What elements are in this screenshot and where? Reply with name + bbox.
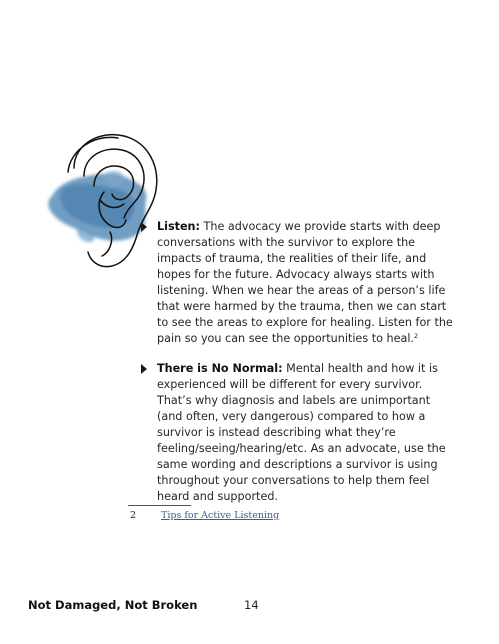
footnote-link[interactable]: Tips for Active Listening — [161, 510, 280, 521]
footer-title: Not Damaged, Not Broken — [28, 598, 198, 612]
bullet-arrow-icon — [141, 364, 147, 374]
footnote-ref[interactable]: 2 — [414, 332, 419, 340]
bullet-no-normal — [141, 361, 455, 505]
footnote-number: 2 — [130, 510, 137, 521]
page-number: 14 — [244, 598, 259, 612]
bullet-lead: Listen: — [157, 220, 200, 233]
bullet-text — [157, 219, 455, 347]
bullet-text — [157, 361, 455, 505]
bullet-lead: There is No Normal: — [157, 362, 283, 375]
bullet-body: The advocacy we provide starts with deep conversations with the survivor to explore the impacts of trauma, the realities of their life, and hopes for the future. Advocacy always starts with listening. When we hear the areas of a person’s life that were harmed by the trauma, then we can start to see the areas to explore for healing. Listen for the pain so you can see the opportunities to heal. — [157, 220, 453, 345]
bullet-arrow-icon — [141, 222, 147, 232]
footnote-divider — [128, 505, 191, 506]
bullet-body: Mental health and how it is experienced will be different for every survivor. That’s why diagnosis and labels are unimportant (and often, very dangerous) compared to how a survivor is instead describing what they’re feeling/seeing/hearing/etc. As an advocate, use the same wording and descriptions a survivor is using throughout your conversations to help them feel heard and supported. — [157, 362, 446, 503]
bullet-listen — [141, 219, 455, 347]
